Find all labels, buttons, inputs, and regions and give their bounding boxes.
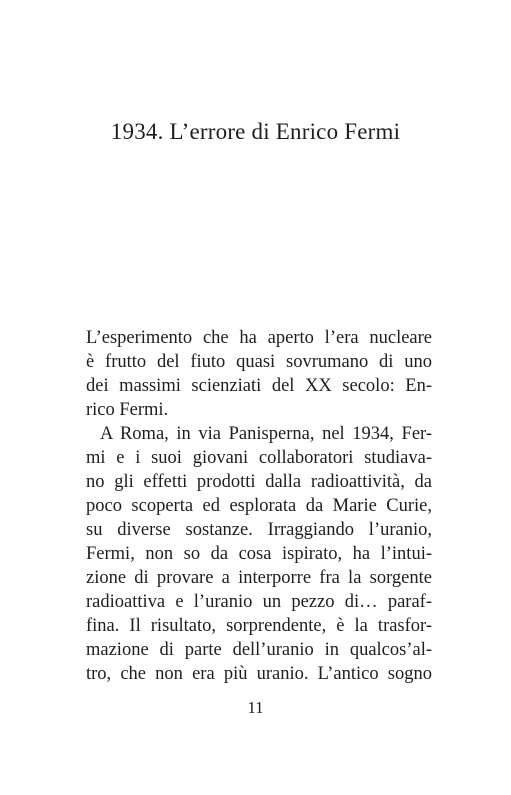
text-line: rico Fermi.: [86, 400, 169, 420]
text-line: zione di provare a interporre fra la sorgente: [86, 568, 432, 588]
text-line: Fermi, non so da cosa ispirato, ha l’intui-: [86, 544, 432, 564]
text-line: mazione di parte dell’uranio in qualcos’al-: [86, 640, 432, 660]
text-line: poco scoperta ed esplorata da Marie Curie,: [86, 496, 432, 516]
chapter-title: 1934. L’errore di Enrico Fermi: [110, 119, 401, 144]
text-line: A Roma, in via Panisperna, nel 1934, Fer-: [100, 424, 432, 444]
text-line: è frutto del fiuto quasi sovrumano di uno: [86, 352, 432, 372]
text-line: mi e i suoi giovani collaboratori studiava-: [86, 448, 432, 468]
text-line: su diverse sostanze. Irraggiando l’uranio,: [86, 520, 432, 540]
page-number: 11: [247, 698, 264, 717]
paragraph: [86, 326, 432, 422]
text-line: dei massimi scienziati del XX secolo: En-: [86, 376, 432, 396]
text-line: no gli effetti prodotti dalla radioattività, da: [86, 472, 432, 492]
text-line: L’esperimento che ha aperto l’era nucleare: [86, 328, 432, 348]
text-line: fina. Il risultato, sorprendente, è la trasfor-: [86, 616, 432, 636]
text-line: tro, che non era più uranio. L’antico sogno: [86, 664, 432, 684]
body-text: [86, 326, 432, 686]
text-line: radioattiva e l’uranio un pezzo di… paraf-: [86, 592, 432, 612]
paragraph: [86, 422, 432, 686]
